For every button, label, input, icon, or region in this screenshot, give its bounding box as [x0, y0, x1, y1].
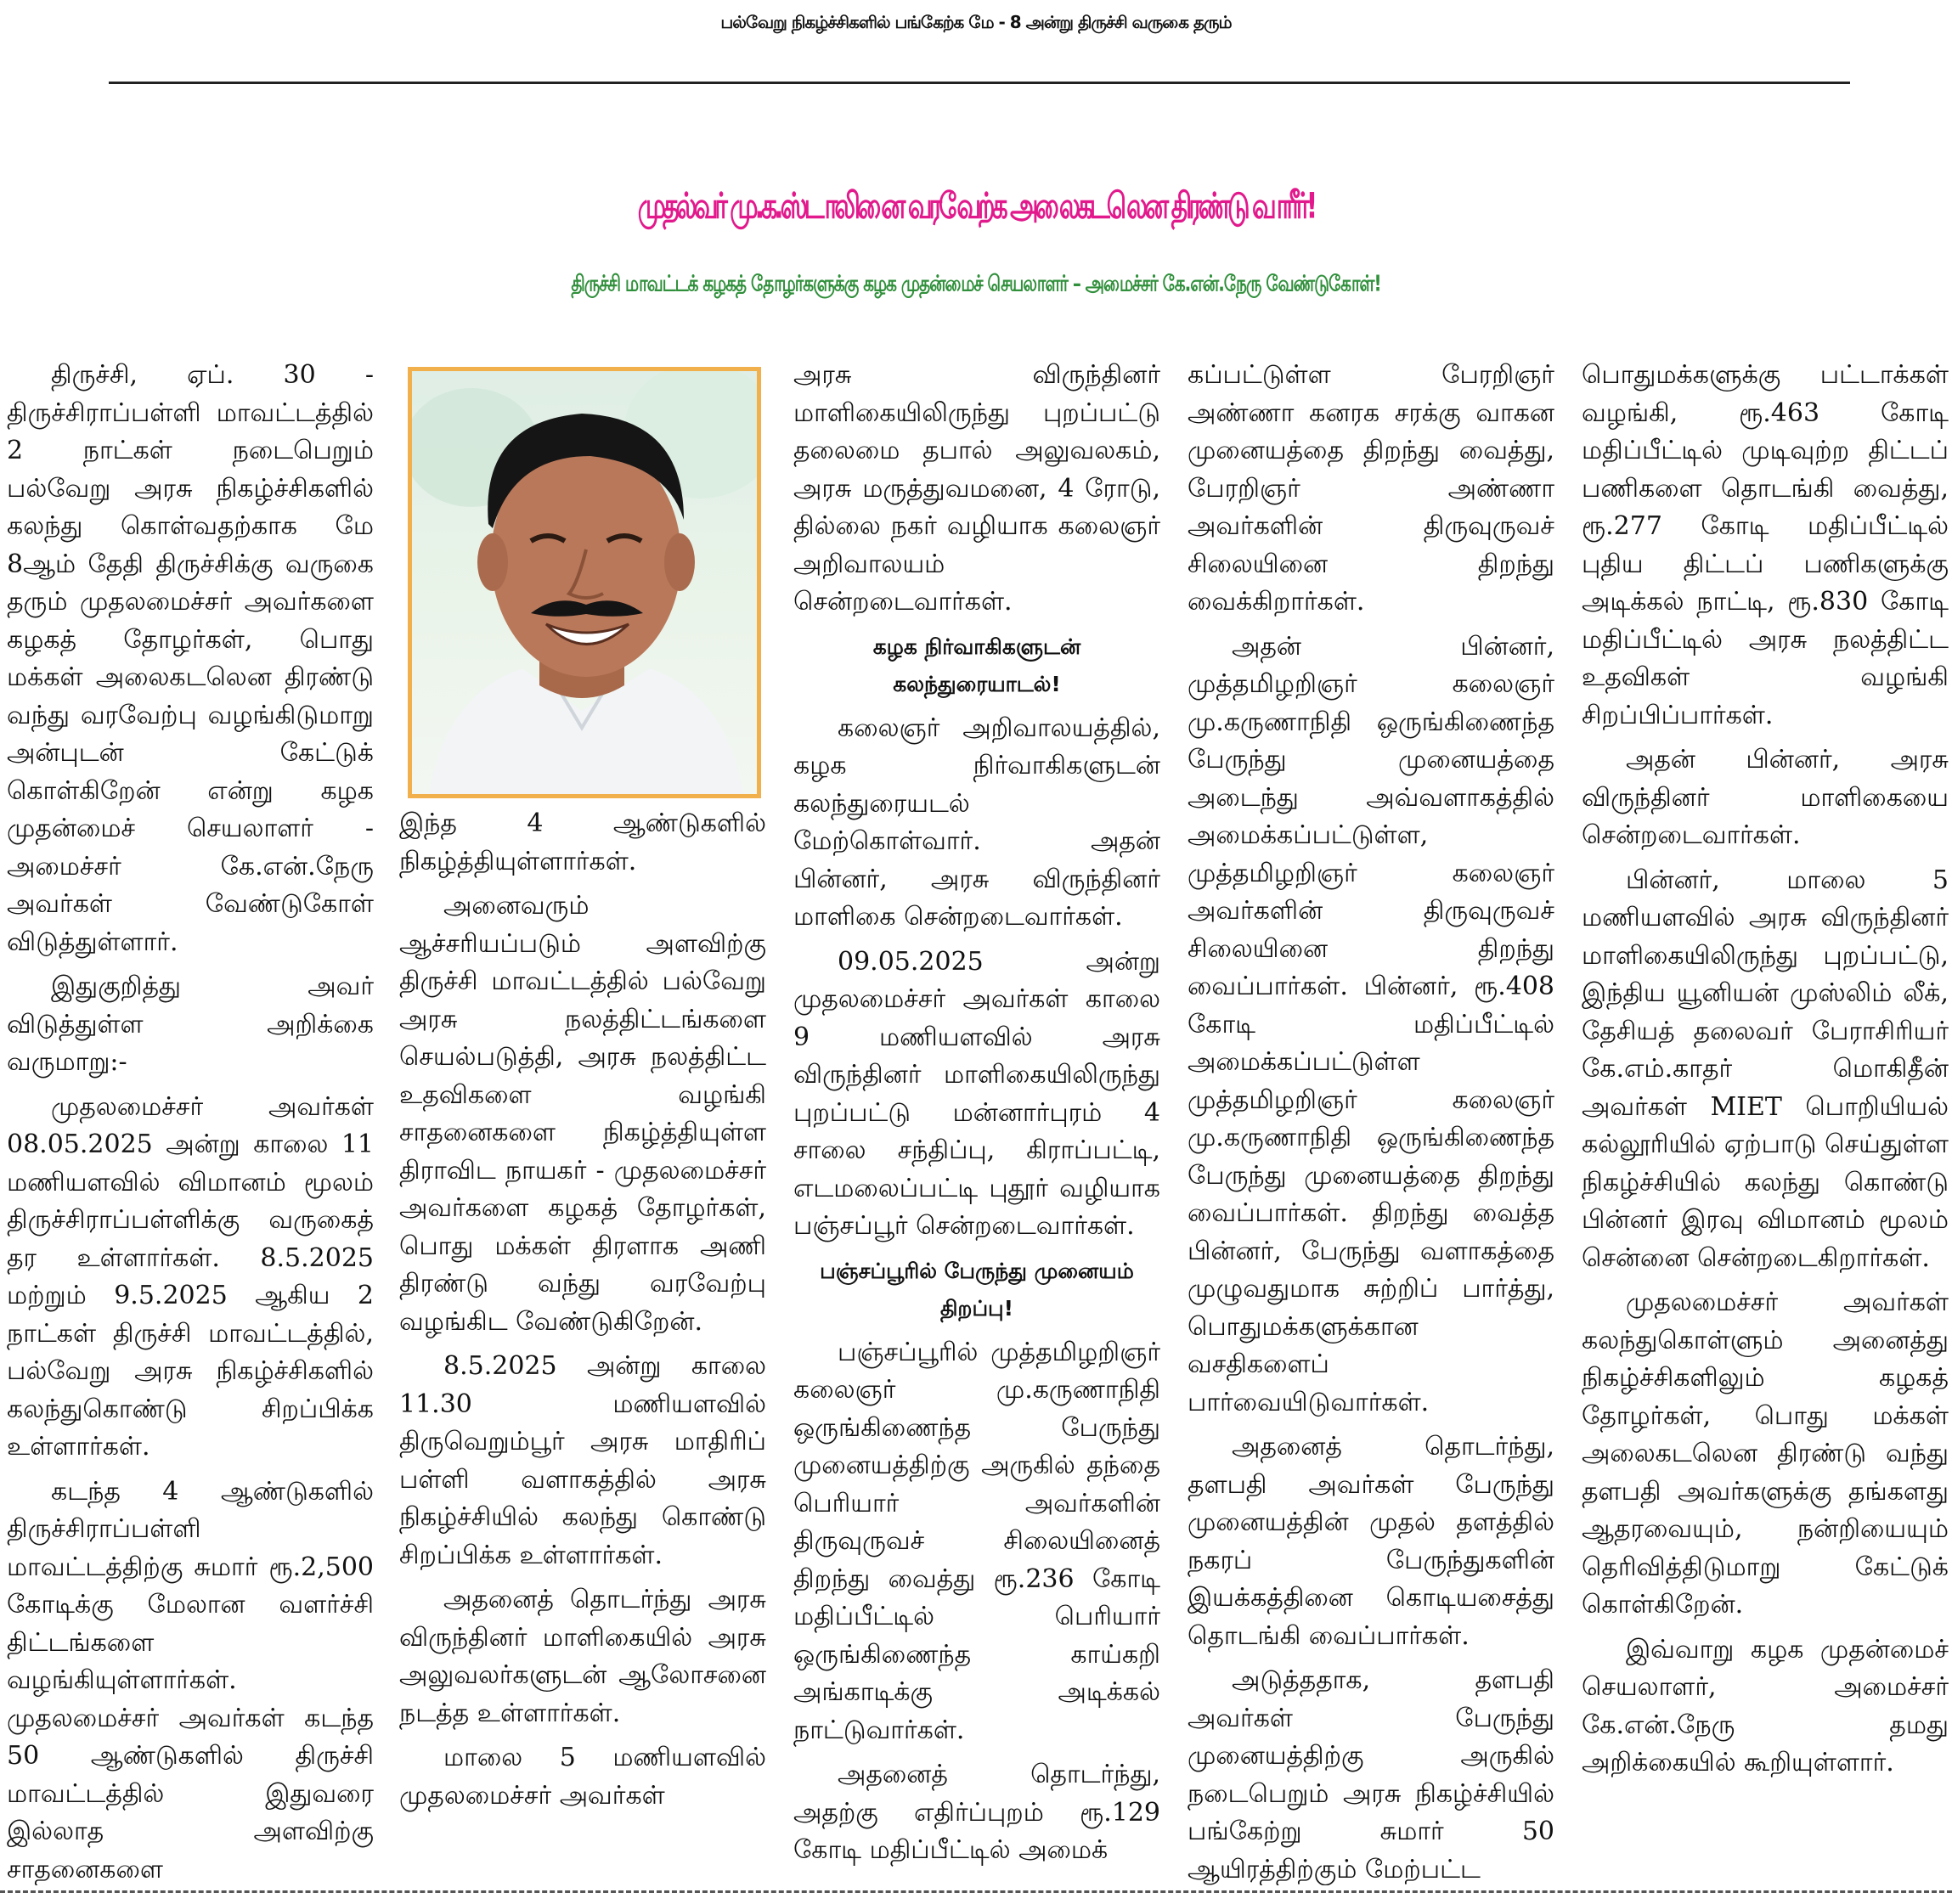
paragraph: கப்பட்டுள்ள பேரறிஞர் அண்ணா கனரக சரக்கு வாகன முனையத்தை திறந்து வைத்து, பேரறிஞர் அண்ணா அவர்களின் திருவுருவச் சிலையினை திறந்து வைக்கிறார்கள். [1188, 360, 1554, 617]
section-subheading: பஞ்சப்பூரில் பேருந்து முனையம் திறப்பு! [820, 1258, 1134, 1321]
bottom-dashed-rule [0, 1890, 1952, 1893]
paragraph: அதன் பின்னர், அரசு விருந்தினர் மாளிகையை சென்றடைவார்கள். [1582, 745, 1949, 850]
article-column-3 [793, 357, 1160, 1885]
paragraph: மாலை 5 மணியளவில் முதலமைச்சர் அவர்கள் [399, 1743, 766, 1811]
kicker-rule [109, 82, 1850, 84]
portrait-photo-icon [412, 371, 757, 794]
article-column-1 [7, 357, 374, 1885]
paragraph: அதன் பின்னர், முத்தமிழறிஞர் கலைஞர் மு.கருணாநிதி ஒருங்கிணைந்த பேருந்து முனையத்தை அடைந்து அவ்வளாகத்தில் அமைக்கப்பட்டுள்ள, முத்தமிழறிஞர் கலைஞர் அவர்களின் திருவுருவச் சிலையினை திறந்து வைப்பார்கள். பின்னர், ரூ.408 கோடி மதிப்பீட்டில் அமைக்கப்பட்டுள்ள முத்தமிழறிஞர் கலைஞர் மு.கருணாநிதி ஒருங்கிணைந்த பேருந்து முனையத்தை திறந்து வைப்பார்கள். திறந்து வைத்த பின்னர், பேருந்து வளாகத்தை முழுவதுமாக சுற்றிப் பார்த்து, பொதுமக்களுக்கான வசதிகளைப் பார்வையிடுவார்கள். [1188, 631, 1554, 1417]
paragraph: கடந்த 4 ஆண்டுகளில் திருச்சிராப்பள்ளி மாவட்டத்திற்கு சுமார் ரூ.2,500 கோடிக்கு மேலான வளர்ச்சி திட்டங்களை வழங்கியுள்ளார்கள். முதலமைச்சர் அவர்கள் கடந்த 50 ஆண்டுகளில் திருச்சி மாவட்டத்தில் இதுவரை இல்லாத அளவிற்கு சாதனைகளை [7, 1476, 374, 1884]
portrait-photo [408, 367, 761, 798]
paragraph: இதுகுறித்து அவர் விடுத்துள்ள அறிக்கை வருமாறு:- [7, 972, 374, 1077]
sub-headline: திருச்சி மாவட்டக் கழகத் தோழர்களுக்கு கழக முதன்மைச் செயலாளர் – அமைச்சர் கே.என்.நேரு வேண்டுகோள்! [571, 270, 1381, 297]
article-column-2 [399, 805, 766, 1885]
paragraph: அதனைத் தொடர்ந்து, அதற்கு எதிர்ப்புறம் ரூ.129 கோடி மதிப்பீட்டில் அமைக் [793, 1760, 1160, 1865]
paragraph: அரசு விருந்தினர் மாளிகையிலிருந்து புறப்பட்டு தலைமை தபால் அலுவலகம், அரசு மருத்துவமனை, 4 ரோடு, தில்லை நகர் வழியாக கலைஞர் அறிவாலயம் சென்றடைவார்கள். [793, 360, 1160, 617]
paragraph: முதலமைச்சர் அவர்கள் 08.05.2025 அன்று காலை 11 மணியளவில் விமானம் மூலம் திருச்சிராப்பள்ளிக்கு வருகைத் தர உள்ளார்கள். 8.5.2025 மற்றும் 9.5.2025 ஆகிய 2 நாட்கள் திருச்சி மாவட்டத்தில், பல்வேறு அரசு நிகழ்ச்சிகளில் கலந்துகொண்டு சிறப்பிக்க உள்ளார்கள். [7, 1091, 374, 1462]
section-subheading: கழக நிர்வாகிகளுடன் கலந்துரையாடல்! [872, 634, 1081, 696]
paragraph: இவ்வாறு கழக முதன்மைச் செயலாளர், அமைச்சர் கே.என்.நேரு தமது அறிக்கையில் கூறியுள்ளார். [1582, 1634, 1949, 1777]
article-column-4 [1188, 357, 1554, 1885]
paragraph: அதனைத் தொடர்ந்து அரசு விருந்தினர் மாளிகையில் அரசு அலுவலர்களுடன் ஆலோசனை நடத்த உள்ளார்கள். [399, 1585, 766, 1728]
paragraph: முதலமைச்சர் அவர்கள் கலந்துகொள்ளும் அனைத்து நிகழ்ச்சிகளிலும் கழகத் தோழர்கள், பொது மக்கள் அலைகடலென திரண்டு வந்து தளபதி அவர்களுக்கு தங்களது ஆதரவையும், நன்றியையும் தெரிவித்திடுமாறு கேட்டுக் கொள்கிறேன். [1582, 1287, 1949, 1620]
main-headline: முதல்வர் மு.க.ஸ்டாலினை வரவேற்க அலைகடலென திரண்டு வாரீர்! [637, 185, 1315, 228]
paragraph: பின்னர், மாலை 5 மணியளவில் அரசு விருந்தினர் மாளிகையிலிருந்து புறப்பட்டு, இந்திய யூனியன் முஸ்லிம் லீக், தேசியத் தலைவர் பேராசிரியர் கே.எம்.காதர் மொகிதீன் அவர்கள் MIET பொறியியல் கல்லூரியில் ஏற்பாடு செய்துள்ள நிகழ்ச்சியில் கலந்து கொண்டு பின்னர் இரவு விமானம் மூலம் சென்னை சென்றடைகிறார்கள். [1582, 865, 1949, 1273]
paragraph: கலைஞர் அறிவாலயத்தில், கழக நிர்வாகிகளுடன் கலந்துரையடல் மேற்கொள்வார். அதன் பின்னர், அரசு விருந்தினர் மாளிகை சென்றடைவார்கள். [793, 713, 1160, 932]
paragraph: அனைவரும் ஆச்சரியப்படும் அளவிற்கு திருச்சி மாவட்டத்தில் பல்வேறு அரசு நலத்திட்டங்களை செயல்படுத்தி, அரசு நலத்திட்ட உதவிகளை வழங்கி சாதனைகளை நிகழ்த்தியுள்ள திராவிட நாயகர் - முதலமைச்சர் அவர்களை கழகத் தோழர்கள், பொது மக்கள் திரளாக அணி திரண்டு வந்து வரவேற்பு வழங்கிட வேண்டுகிறேன். [399, 891, 766, 1337]
kicker-headline: பல்வேறு நிகழ்ச்சிகளில் பங்கேற்க மே - 8 அன்று திருச்சி வருகை தரும் [720, 12, 1232, 32]
paragraph: பஞ்சப்பூரில் முத்தமிழறிஞர் கலைஞர் மு.கருணாநிதி ஒருங்கிணைந்த பேருந்து முனையத்திற்கு அருகில் தந்தை பெரியார் அவர்களின் திருவுருவச் சிலையினைத் திறந்து வைத்து ரூ.236 கோடி மதிப்பீட்டில் பெரியார் ஒருங்கிணைந்த காய்கறி அங்காடிக்கு அடிக்கல் நாட்டுவார்கள். [793, 1337, 1160, 1745]
paragraph: திருச்சி, ஏப். 30 - திருச்சிராப்பள்ளி மாவட்டத்தில் 2 நாட்கள் நடைபெறும் பல்வேறு அரசு நிகழ்ச்சிகளில் கலந்து கொள்வதற்காக மே 8ஆம் தேதி திருச்சிக்கு வருகை தரும் முதலமைச்சர் அவர்களை கழகத் தோழர்கள், பொது மக்கள் அலைகடலென திரண்டு வந்து வரவேற்பு வழங்கிடுமாறு அன்புடன் கேட்டுக் கொள்கிறேன் என்று கழக முதன்மைச் செயலாளர் - அமைச்சர் கே.என்.நேரு அவர்கள் வேண்டுகோள் விடுத்துள்ளார். [7, 360, 374, 957]
paragraph: பொதுமக்களுக்கு பட்டாக்கள் வழங்கி, ரூ.463 கோடி மதிப்பீட்டில் முடிவுற்ற திட்டப் பணிகளை தொடங்கி வைத்து, ரூ.277 கோடி மதிப்பீட்டில் புதிய திட்டப் பணிகளுக்கு அடிக்கல் நாட்டி, ரூ.830 கோடி மதிப்பீட்டில் அரசு நலத்திட்ட உதவிகள் வழங்கி சிறப்பிப்பார்கள். [1582, 360, 1949, 730]
article-column-5 [1582, 357, 1949, 1885]
paragraph: 09.05.2025 அன்று முதலமைச்சர் அவர்கள் காலை 9 மணியளவில் அரசு விருந்தினர் மாளிகையிலிருந்து புறப்பட்டு மன்னார்புரம் 4 சாலை சந்திப்பு, கிராப்பட்டி, எடமலைப்பட்டி புதூர் வழியாக பஞ்சப்பூர் சென்றடைவார்கள். [793, 946, 1160, 1241]
paragraph: அடுத்ததாக, தளபதி அவர்கள் பேருந்து முனையத்திற்கு அருகில் நடைபெறும் அரசு நிகழ்ச்சியில் பங்கேற்று சுமார் 50 ஆயிரத்திற்கும் மேற்பட்ட [1188, 1665, 1554, 1884]
paragraph: இந்த 4 ஆண்டுகளில் நிகழ்த்தியுள்ளார்கள். [399, 808, 766, 876]
paragraph: அதனைத் தொடர்ந்து, தளபதி அவர்கள் பேருந்து முனையத்தின் முதல் தளத்தில் நகரப் பேருந்துகளின் இயக்கத்தினை கொடியசைத்து தொடங்கி வைப்பார்கள். [1188, 1432, 1554, 1651]
paragraph: 8.5.2025 அன்று காலை 11.30 மணியளவில் திருவெறும்பூர் அரசு மாதிரிப் பள்ளி வளாகத்தில் அரசு நிகழ்ச்சியில் கலந்து கொண்டு சிறப்பிக்க உள்ளார்கள். [399, 1351, 766, 1570]
